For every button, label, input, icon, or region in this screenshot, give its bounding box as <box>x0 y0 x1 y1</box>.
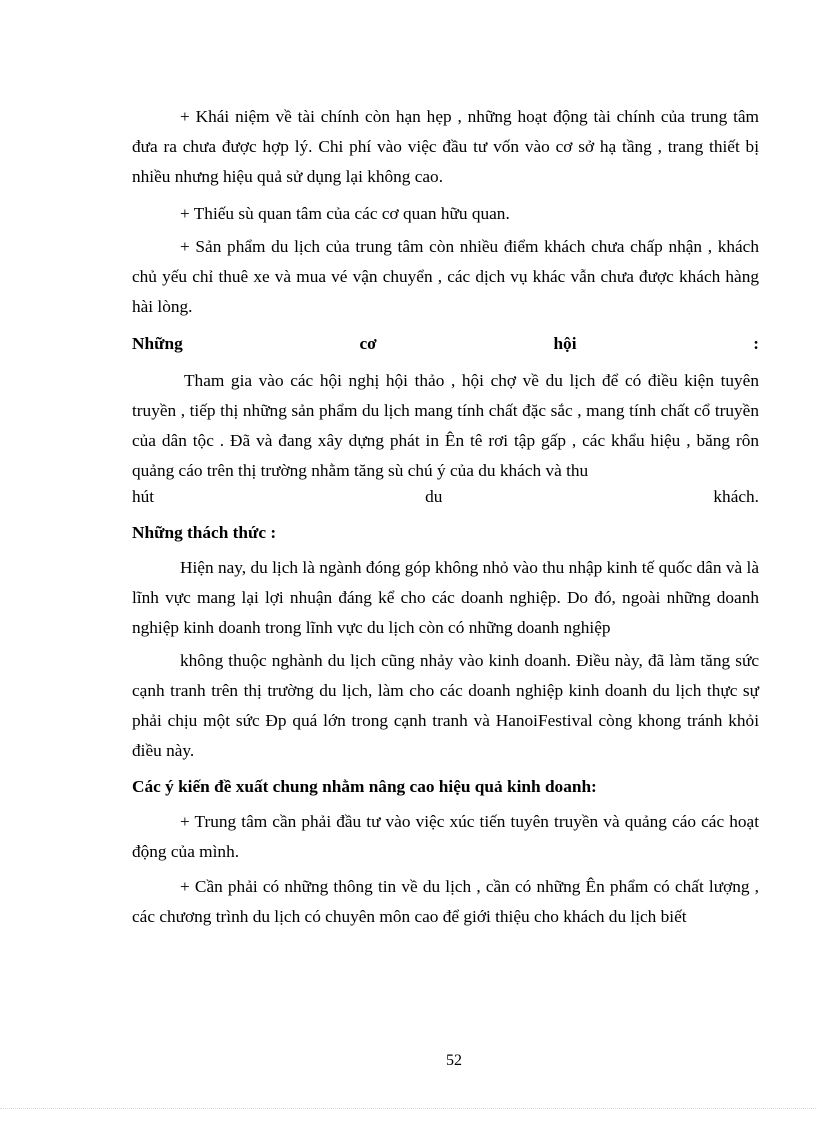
paragraph-finance: + Khái niệm về tài chính còn hạn hẹp , những hoạt động tài chính của trung tâm đưa ra chưa được hợp lý. Chi phí vào việc đầu tư vốn vào cơ sở hạ tầng , trang thiết bị nhiều nhưng hiệu quả sử dụng lại không cao. <box>132 107 759 186</box>
paragraph-challenges: Hiện nay, du lịch là ngành đóng góp không nhỏ vào thu nhập kinh tế quốc dân và là lĩnh vực mang lại lợi nhuận đáng kể cho các doanh nghiệp. Do đó, ngoài những doanh nghiệp kinh doanh trong lĩnh vực du lịch còn có những doanh nghiệp <box>132 558 759 637</box>
paragraph-information: + Cần phải có những thông tin về du lịch , cần có những Ên phẩm có chất lượng , các chương trình du lịch có chuyên môn cao để giới thiệu cho khách du lịch biết <box>132 877 759 926</box>
page-bottom-divider <box>0 1108 816 1109</box>
paragraph-competition: không thuộc nghành du lịch cũng nhảy vào kinh doanh. Điều này, đã làm tăng sức cạnh tranh trên thị trường du lịch, làm cho các doanh nghiệp kinh doanh du lịch thực sự phải chịu một sức Ðp quá lớn trong cạnh tranh và HanoiFestival còng khong tránh khỏi điều này. <box>132 651 759 760</box>
page-number: 52 <box>446 1052 462 1069</box>
paragraph-promotion: + Trung tâm cần phải đầu tư vào việc xúc tiến tuyên truyền và quảng cáo các hoạt động của mình. <box>132 812 759 861</box>
paragraph-opportunities: Tham gia vào các hội nghị hội thảo , hội chợ về du lịch để có điều kiện tuyên truyền , tiếp thị những sản phẩm du lịch mang tính chất đặc sắc , mang tính chất cổ truyền của dân tộc . Đã và đang xây dựng phát in Ên tê rơi tập gấp , các khẩu hiệu , băng rôn quảng cáo trên thị trường nhằm tăng sù chú ý của du khách và thu <box>132 371 759 480</box>
heading-proposals: Các ý kiến đề xuất chung nhằm nâng cao hiệu quả kinh doanh: <box>132 777 597 796</box>
paragraph-products: + Sản phẩm du lịch của trung tâm còn nhiều điểm khách chưa chấp nhận , khách chủ yếu chỉ thuê xe và mua vé vận chuyển , các dịch vụ khác vẫn chưa được khách hàng hài lòng. <box>132 237 759 316</box>
paragraph-attention: + Thiếu sù quan tâm của các cơ quan hữu quan. <box>180 204 510 223</box>
heading-opportunities: Những cơ hội : <box>132 334 759 353</box>
heading-challenges: Những thách thức : <box>132 523 277 542</box>
paragraph-opportunities-last-line: hút du khách. <box>132 487 759 506</box>
